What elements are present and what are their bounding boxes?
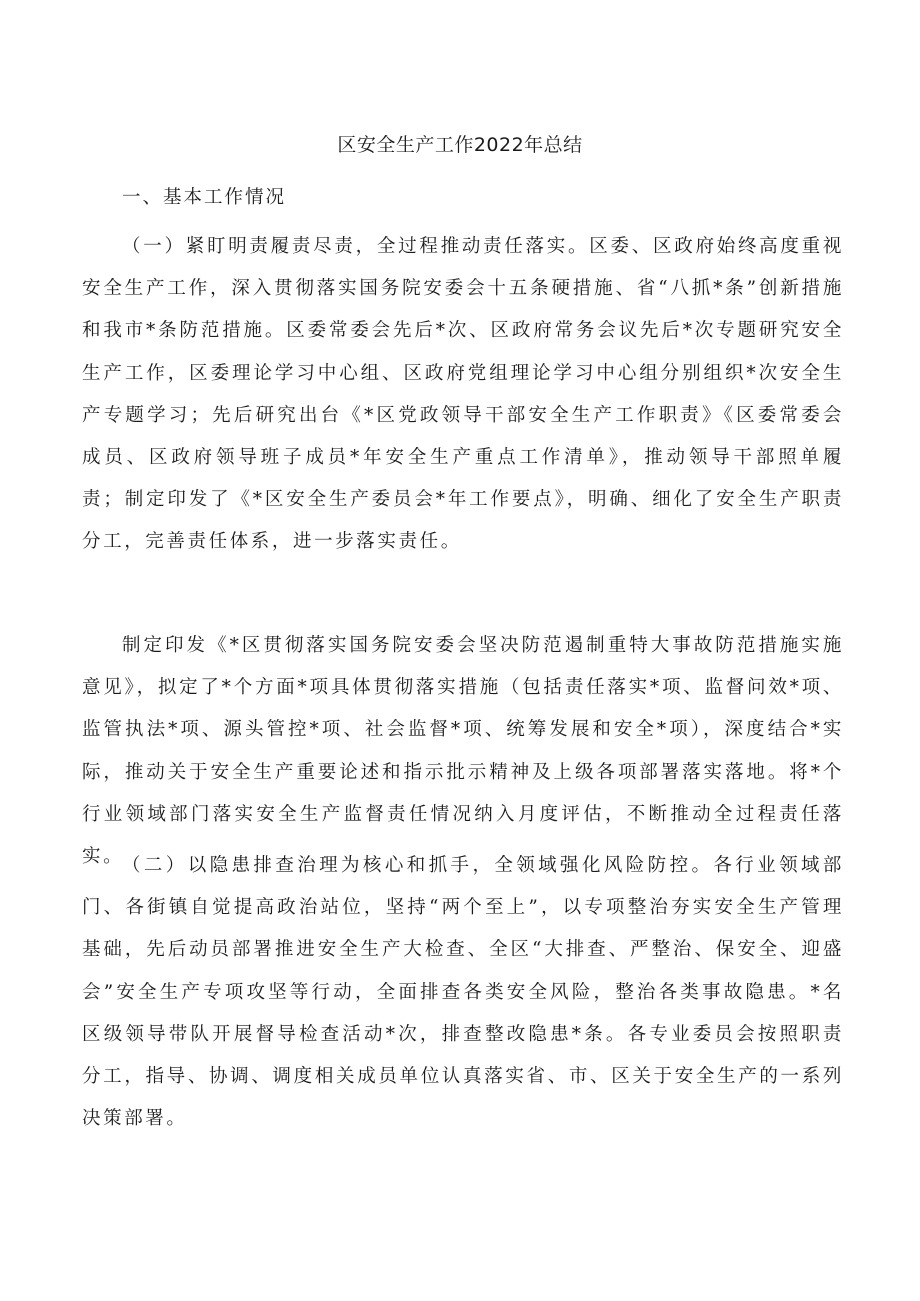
paragraph-hazard-inspection: （二）以隐患排查治理为核心和抓手，全领域强化风险防控。各行业领域部门、各街镇自觉提高政治站位，坚持“两个至上”，以专项整治夯实安全生产管理基础，先后动员部署推进安全生产大检查、全区“大排查、严整治、保安全、迎盛会”安全生产专项攻坚等行动，全面排查各类安全风险，整治各类事故隐患。*名区级领导带队开展督导检查活动*次，排查整改隐患*条。各专业委员会按照职责分工，指导、协调、调度相关成员单位认真落实省、市、区关于安全生产的一系列决策部署。 [82, 855, 844, 1130]
paragraph-responsibility: （一）紧盯明责履责尽责，全过程推动责任落实。区委、区政府始终高度重视安全生产工作，深入贯彻落实国务院安委会十五条硬措施、省“八抓*条”创新措施和我市*条防范措施。区委常委会先后*次、区政府常务会议先后*次专题研究安全生产工作，区委理论学习中心组、区政府党组理论学习中心组分别组织*次安全生产专题学习；先后研究出台《*区党政领导干部安全生产工作职责》《区委常委会成员、区政府领导班子成员*年安全生产重点工作清单》，推动领导干部照单履责；制定印发了《*区安全生产委员会*年工作要点》，明确、细化了安全生产职责分工，完善责任体系，进一步落实责任。 [82, 236, 844, 553]
document-title: 区安全生产工作2022年总结 [337, 134, 583, 156]
section-heading-basic-work: 一、基本工作情况 [122, 187, 287, 208]
paragraph-implementation-measures: 制定印发《*区贯彻落实国务院安委会坚决防范遏制重特大事故防范措施实施意见》，拟定了*个方面*项具体贯彻落实措施（包括责任落实*项、监督问效*项、监管执法*项、源头管控*项、社会监督*项、统筹发展和安全*项），深度结合*实际，推动关于安全生产重要论述和指示批示精神及上级各项部署落实落地。将*个行业领域部门落实安全生产监督责任情况纳入月度评估，不断推动全过程责任落实。 [82, 635, 844, 868]
